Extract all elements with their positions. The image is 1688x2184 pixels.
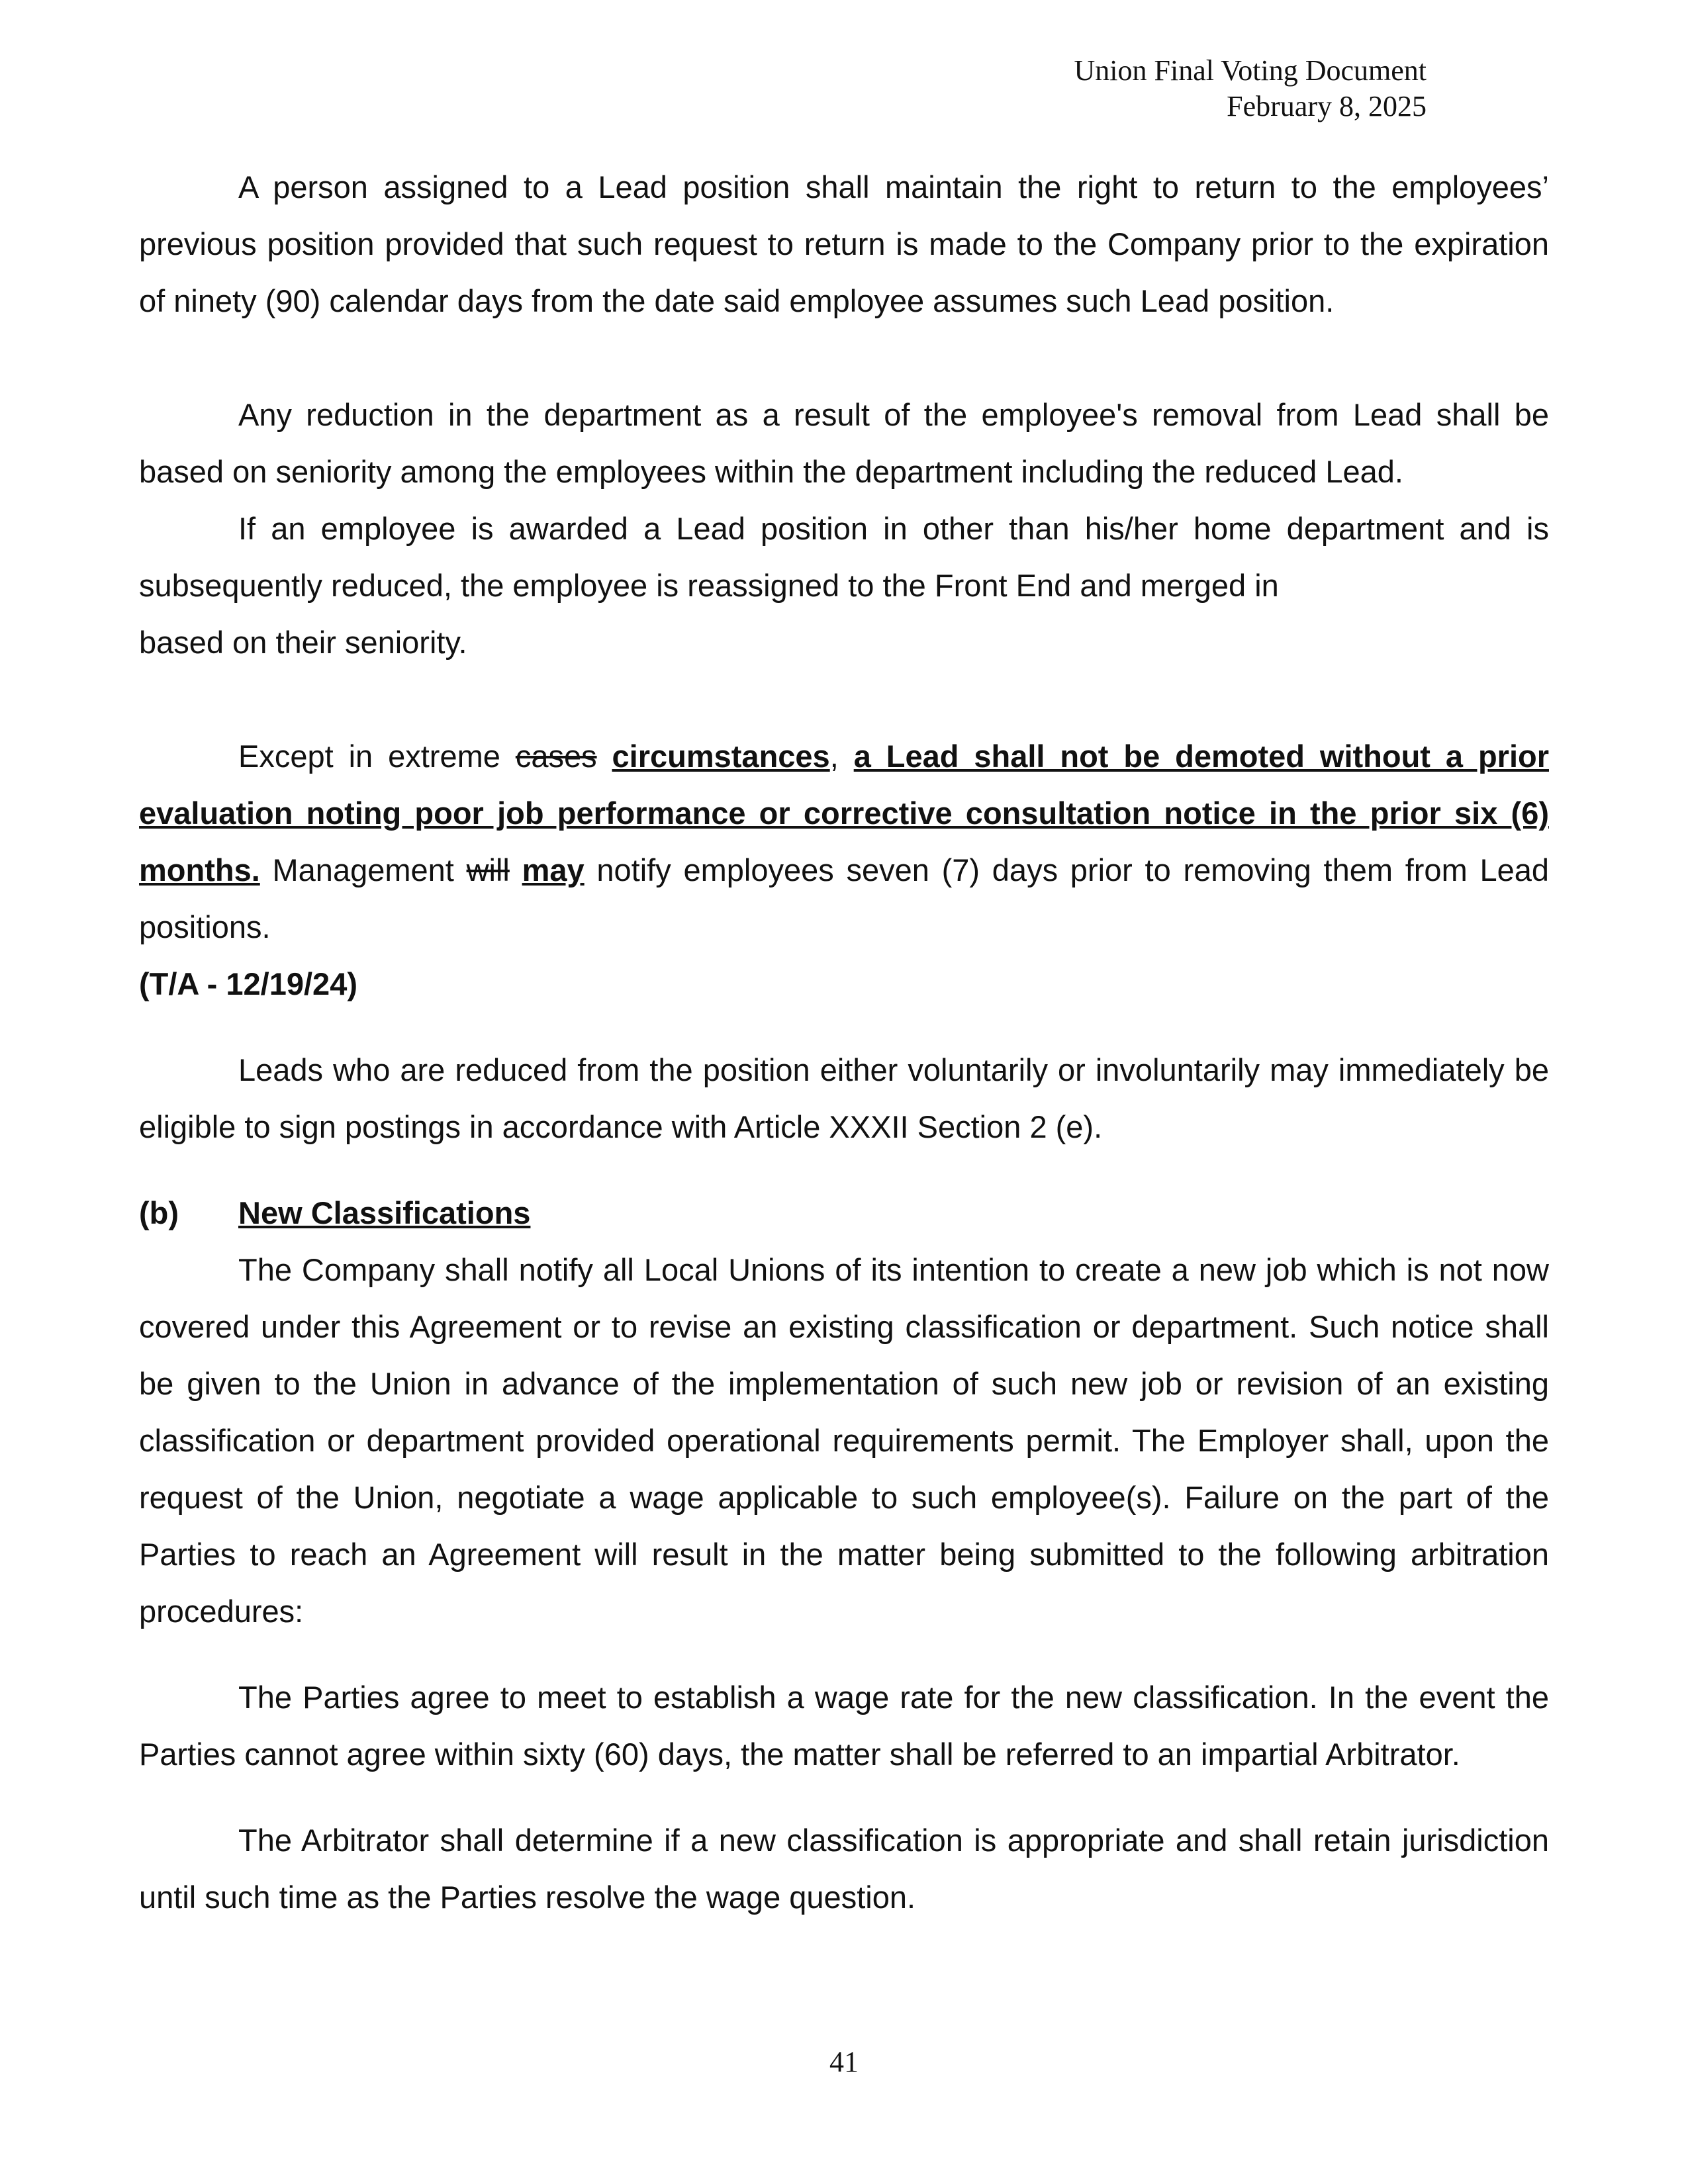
header-title: Union Final Voting Document <box>1074 54 1427 87</box>
header-date: February 8, 2025 <box>1227 90 1427 122</box>
paragraph-new-job: The Company shall notify all Local Unions of its intention to create a new job which is not now covered under this Agreement or to revise an existing classification or department. Such notice shall be given to the Union in advance of the implementation of such new job or revision of an existing classification or department provided operational requirements permit. The Employer shall, upon the request of the Union, negotiate a wage applicable to such employee(s). Failure on the part of the Parties to reach an Agreement will result in the matter being submitted to the following arbitration procedures: <box>139 1252 1549 1629</box>
text-run <box>510 852 522 887</box>
paragraph-wage-rate: The Parties agree to meet to establish a wage rate for the new classification. In the event the Parties cannot agree within sixty (60) days, the matter shall be referred to an impartial Arbitrator. <box>139 1680 1549 1772</box>
text-run <box>597 739 612 774</box>
paragraph-arbitrator: The Arbitrator shall determine if a new classification is appropriate and shall retain jurisdiction until such time as the Parties resolve the wage question. <box>139 1823 1549 1915</box>
section-label: (b) <box>139 1195 179 1230</box>
text-run: Except in extreme <box>238 739 516 774</box>
paragraph-lead-return: A person assigned to a Lead position shall maintain the right to return to the employees’ previous position provided that such request to return is made to the Company prior to the expiration of ninety (90) calendar days from the date said employee assumes such Lead position. <box>139 169 1549 318</box>
added-text: circumstances <box>612 739 830 774</box>
document-body <box>139 159 1549 1926</box>
struck-text: cases <box>515 739 597 774</box>
paragraph-reduced-leads: Leads who are reduced from the position either voluntarily or involuntarily may immediately be eligible to sign postings in accordance with Article XXXII Section 2 (e). <box>139 1052 1549 1144</box>
tentative-agreement-note: (T/A - 12/19/24) <box>139 966 357 1001</box>
struck-text: will <box>466 852 510 887</box>
section-title: New Classifications <box>238 1195 531 1230</box>
added-text: a Lead shall not be demoted without a prior evaluation noting poor job performance or corrective consultation notice in the prior six (6) months. <box>139 739 1549 887</box>
paragraph-demotion <box>139 728 1549 956</box>
paragraph-home-department-continued: based on their seniority. <box>139 625 467 660</box>
document-header <box>1074 53 1427 124</box>
section-heading <box>139 1185 1549 1242</box>
page-number: 41 <box>829 2046 859 2078</box>
text-run: Management <box>259 852 467 887</box>
text-run: notify employees seven (7) days prior to removing them from Lead positions. <box>139 852 1550 944</box>
text-run: , <box>829 739 854 774</box>
paragraph-home-department: If an employee is awarded a Lead position in other than his/her home department and is subsequently reduced, the employee is reassigned to the Front End and merged in <box>139 511 1549 603</box>
added-text: may <box>522 852 585 887</box>
paragraph-reduction: Any reduction in the department as a result of the employee's removal from Lead shall be based on seniority among the employees within the department including the reduced Lead. <box>139 397 1549 489</box>
